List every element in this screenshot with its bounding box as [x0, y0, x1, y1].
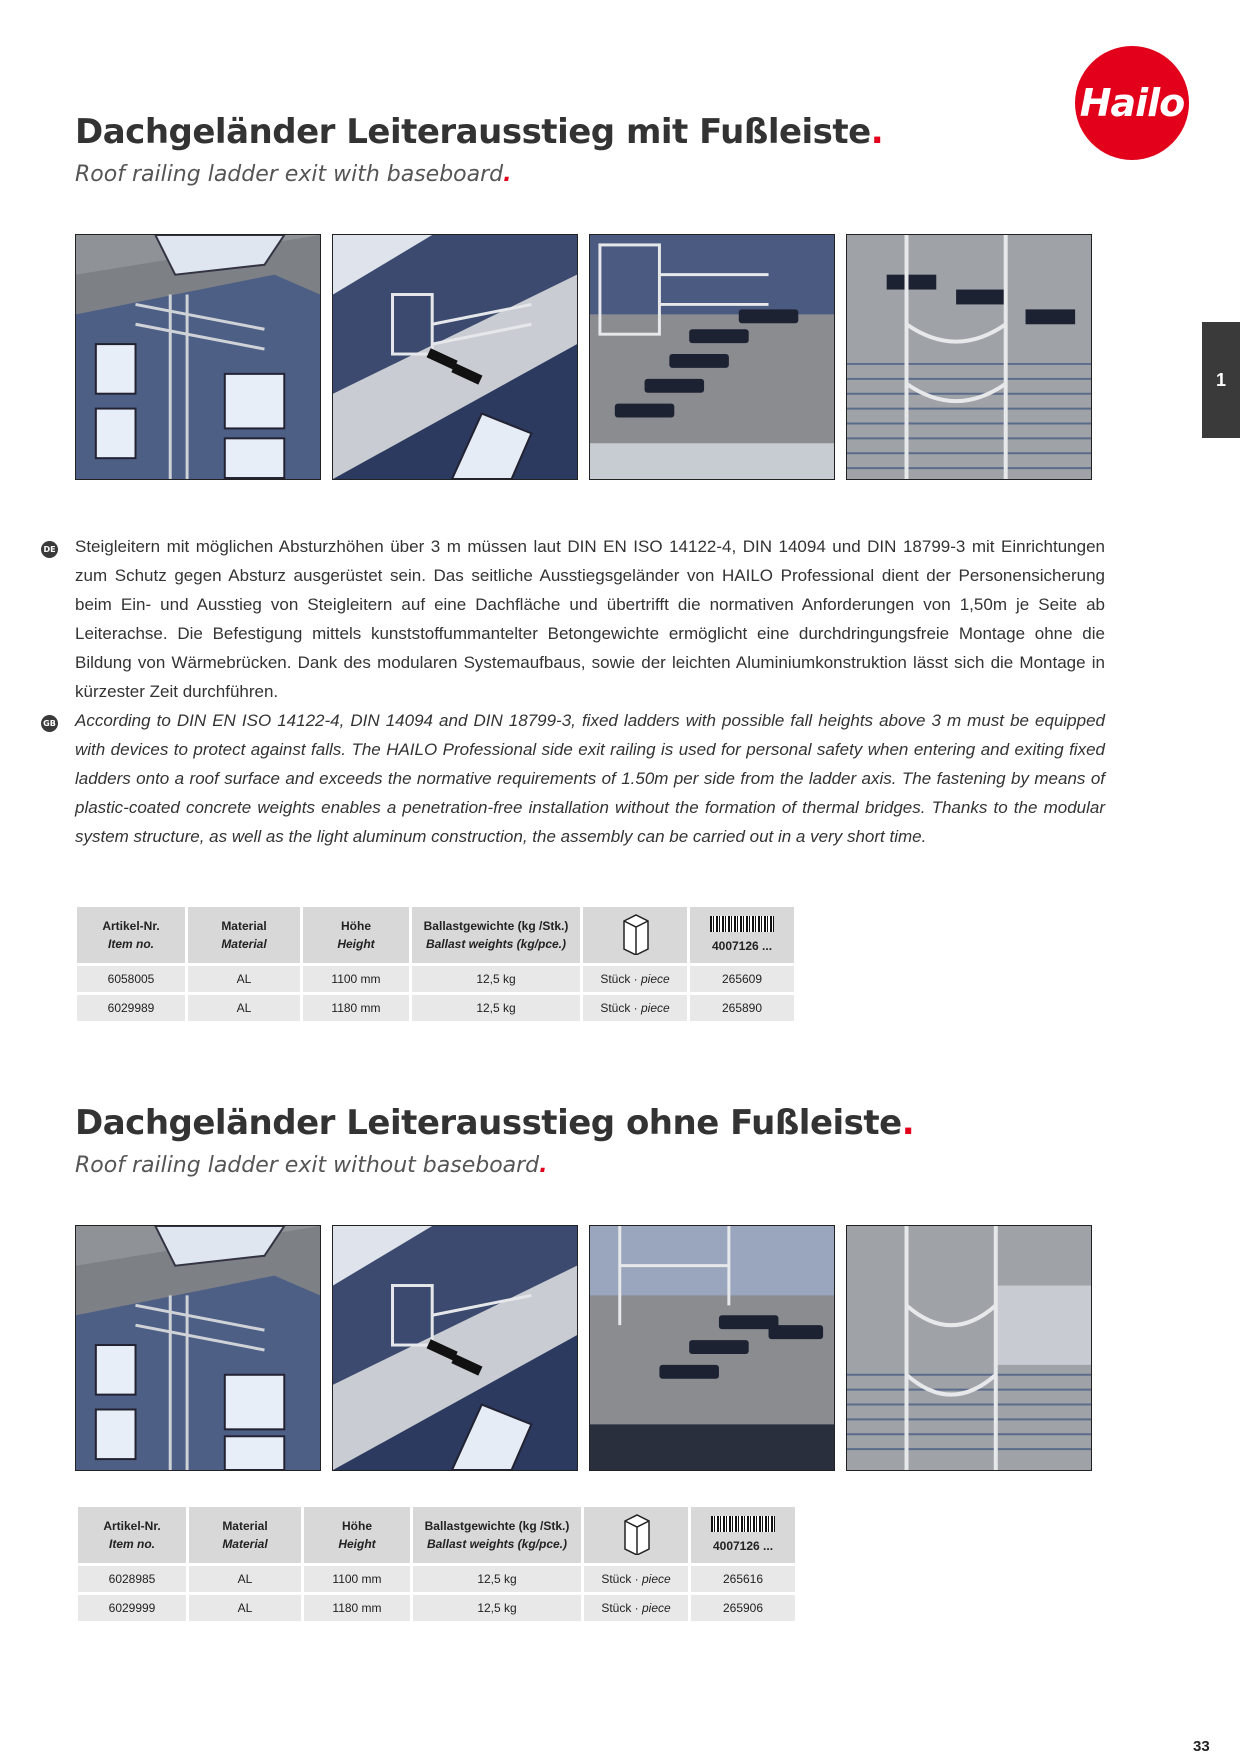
- box-icon: [621, 1511, 651, 1555]
- col-unit: [584, 1507, 688, 1563]
- table-row: [78, 1566, 795, 1592]
- ladder-cage-image: [847, 1226, 1091, 1470]
- cell-material: AL: [188, 966, 300, 992]
- section2-photo-row: [75, 1225, 1092, 1471]
- section1-title: Dachgeländer Leiterausstieg mit Fußleiste.: [75, 112, 884, 152]
- col-ean: 4007126 ...: [691, 1507, 795, 1563]
- rooftop-railing-image: [333, 1226, 577, 1470]
- table-row: [77, 995, 794, 1021]
- barcode-icon: [711, 1516, 775, 1532]
- col-height: Höhe Height: [304, 1507, 410, 1563]
- table-row: [78, 1595, 795, 1621]
- cell-unit: Stück · piece: [584, 1595, 688, 1621]
- cell-height: 1180 mm: [303, 995, 409, 1021]
- col-item-no: Artikel-Nr. Item no.: [77, 907, 185, 963]
- chapter-tab[interactable]: 1: [1202, 322, 1240, 438]
- section2-subtitle: Roof railing ladder exit without baseboard.: [75, 1153, 548, 1178]
- cell-item: 6029999: [78, 1595, 186, 1621]
- de-language-badge: DE: [41, 541, 58, 558]
- table-header-row: [78, 1507, 795, 1563]
- cell-item: 6028985: [78, 1566, 186, 1592]
- col-height: Höhe Height: [303, 907, 409, 963]
- cell-unit: Stück · piece: [583, 995, 687, 1021]
- description-en: According to DIN EN ISO 14122-4, DIN 14094 and DIN 18799-3, fixed ladders with possible fall heights above 3 m must be equipped with devices to protect against falls. The HAILO Professional side exit railing is used for personal safety when entering and exiting fixed ladders onto a roof surface and exceeds the normative requirements of 1.50m per side from the ladder axis. The fastening by means of plastic-coated concrete weights enables a penetration-free installation without the formation of thermal bridges. Thanks to the modular system structure, as well as the light aluminum construction, the assembly can be carried out in a very short time.: [75, 711, 1105, 846]
- rooftop-railing-image: [333, 235, 577, 479]
- section1-subtitle: Roof railing ladder exit with baseboard.: [75, 162, 512, 187]
- col-unit: [583, 907, 687, 963]
- cell-ballast: 12,5 kg: [413, 1566, 581, 1592]
- cell-ean: 265906: [691, 1595, 795, 1621]
- page-number: 33: [1193, 1738, 1210, 1755]
- ballast-weights-image: [590, 1226, 834, 1470]
- col-item-no: Artikel-Nr. Item no.: [78, 1507, 186, 1563]
- ladder-cage-image: [847, 235, 1091, 479]
- cell-material: AL: [189, 1595, 301, 1621]
- cell-ean: 265609: [690, 966, 794, 992]
- cell-height: 1180 mm: [304, 1595, 410, 1621]
- photo-ballast-weights: [589, 234, 835, 480]
- cell-ean: 265616: [691, 1566, 795, 1592]
- photo-building-ladder: [75, 1225, 321, 1471]
- hailo-logo: [1075, 46, 1189, 160]
- col-ballast: Ballastgewichte (kg /Stk.) Ballast weights (kg/pce.): [412, 907, 580, 963]
- col-ballast: Ballastgewichte (kg /Stk.) Ballast weights (kg/pce.): [413, 1507, 581, 1563]
- photo-ladder-cage: [846, 234, 1092, 480]
- cell-unit: Stück · piece: [584, 1566, 688, 1592]
- table-header-row: [77, 907, 794, 963]
- building-ladder-image: [76, 235, 320, 479]
- cell-height: 1100 mm: [304, 1566, 410, 1592]
- col-material: Material Material: [189, 1507, 301, 1563]
- cell-material: AL: [188, 995, 300, 1021]
- cell-ballast: 12,5 kg: [412, 995, 580, 1021]
- box-icon: [620, 911, 650, 955]
- spec-table-2: [75, 1504, 798, 1624]
- spec-table-1: [74, 904, 797, 1024]
- section1-photo-row: [75, 234, 1092, 480]
- col-ean: 4007126 ...: [690, 907, 794, 963]
- gb-language-badge: GB: [41, 715, 58, 732]
- cell-ean: 265890: [690, 995, 794, 1021]
- cell-material: AL: [189, 1566, 301, 1592]
- cell-item: 6029989: [77, 995, 185, 1021]
- photo-rooftop-railing: [332, 1225, 578, 1471]
- section2-title: Dachgeländer Leiterausstieg ohne Fußleiste.: [75, 1103, 915, 1143]
- photo-ladder-cage: [846, 1225, 1092, 1471]
- cell-ballast: 12,5 kg: [413, 1595, 581, 1621]
- cell-ballast: 12,5 kg: [412, 966, 580, 992]
- building-ladder-image: [76, 1226, 320, 1470]
- col-material: Material Material: [188, 907, 300, 963]
- cell-unit: Stück · piece: [583, 966, 687, 992]
- cell-item: 6058005: [77, 966, 185, 992]
- photo-rooftop-railing: [332, 234, 578, 480]
- ballast-weights-image: [590, 235, 834, 479]
- table-row: [77, 966, 794, 992]
- photo-ballast-weights: [589, 1225, 835, 1471]
- description-de: Steigleitern mit möglichen Absturzhöhen über 3 m müssen laut DIN EN ISO 14122-4, DIN 14094 und DIN 18799-3 mit Einrichtungen zum Schutz gegen Absturz ausgerüstet sein. Das seitliche Ausstiegsgeländer von HAILO Professional dient der Personensicherung beim Ein- und Ausstieg von Steigleitern auf eine Dachfläche und übertrifft die normativen Anforderungen von 1,50m je Seite ab Leiterachse. Die Befestigung mittels kunststoffummantelter Betongewichte ermöglicht eine durchdringungsfreie Montage ohne die Bildung von Wärmebrücken. Dank des modularen Systemaufbaus, sowie der leichten Aluminiumkonstruktion lässt sich die Montage in kürzester Zeit durchführen.: [75, 537, 1105, 701]
- logo-text: Hailo: [1079, 81, 1185, 125]
- photo-building-ladder: [75, 234, 321, 480]
- barcode-icon: [710, 916, 774, 932]
- cell-height: 1100 mm: [303, 966, 409, 992]
